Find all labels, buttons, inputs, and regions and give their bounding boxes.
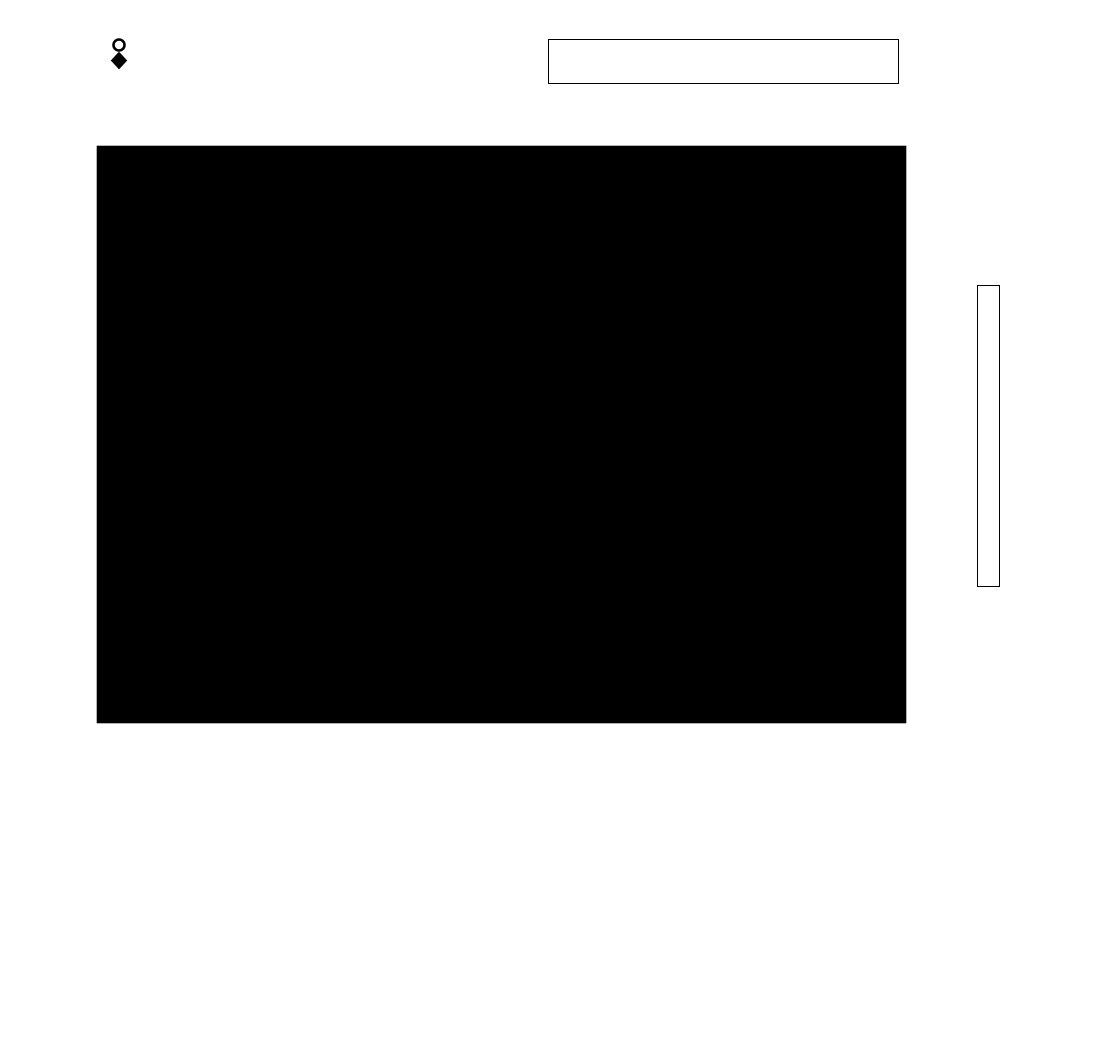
speed-colorbar (977, 285, 1000, 587)
